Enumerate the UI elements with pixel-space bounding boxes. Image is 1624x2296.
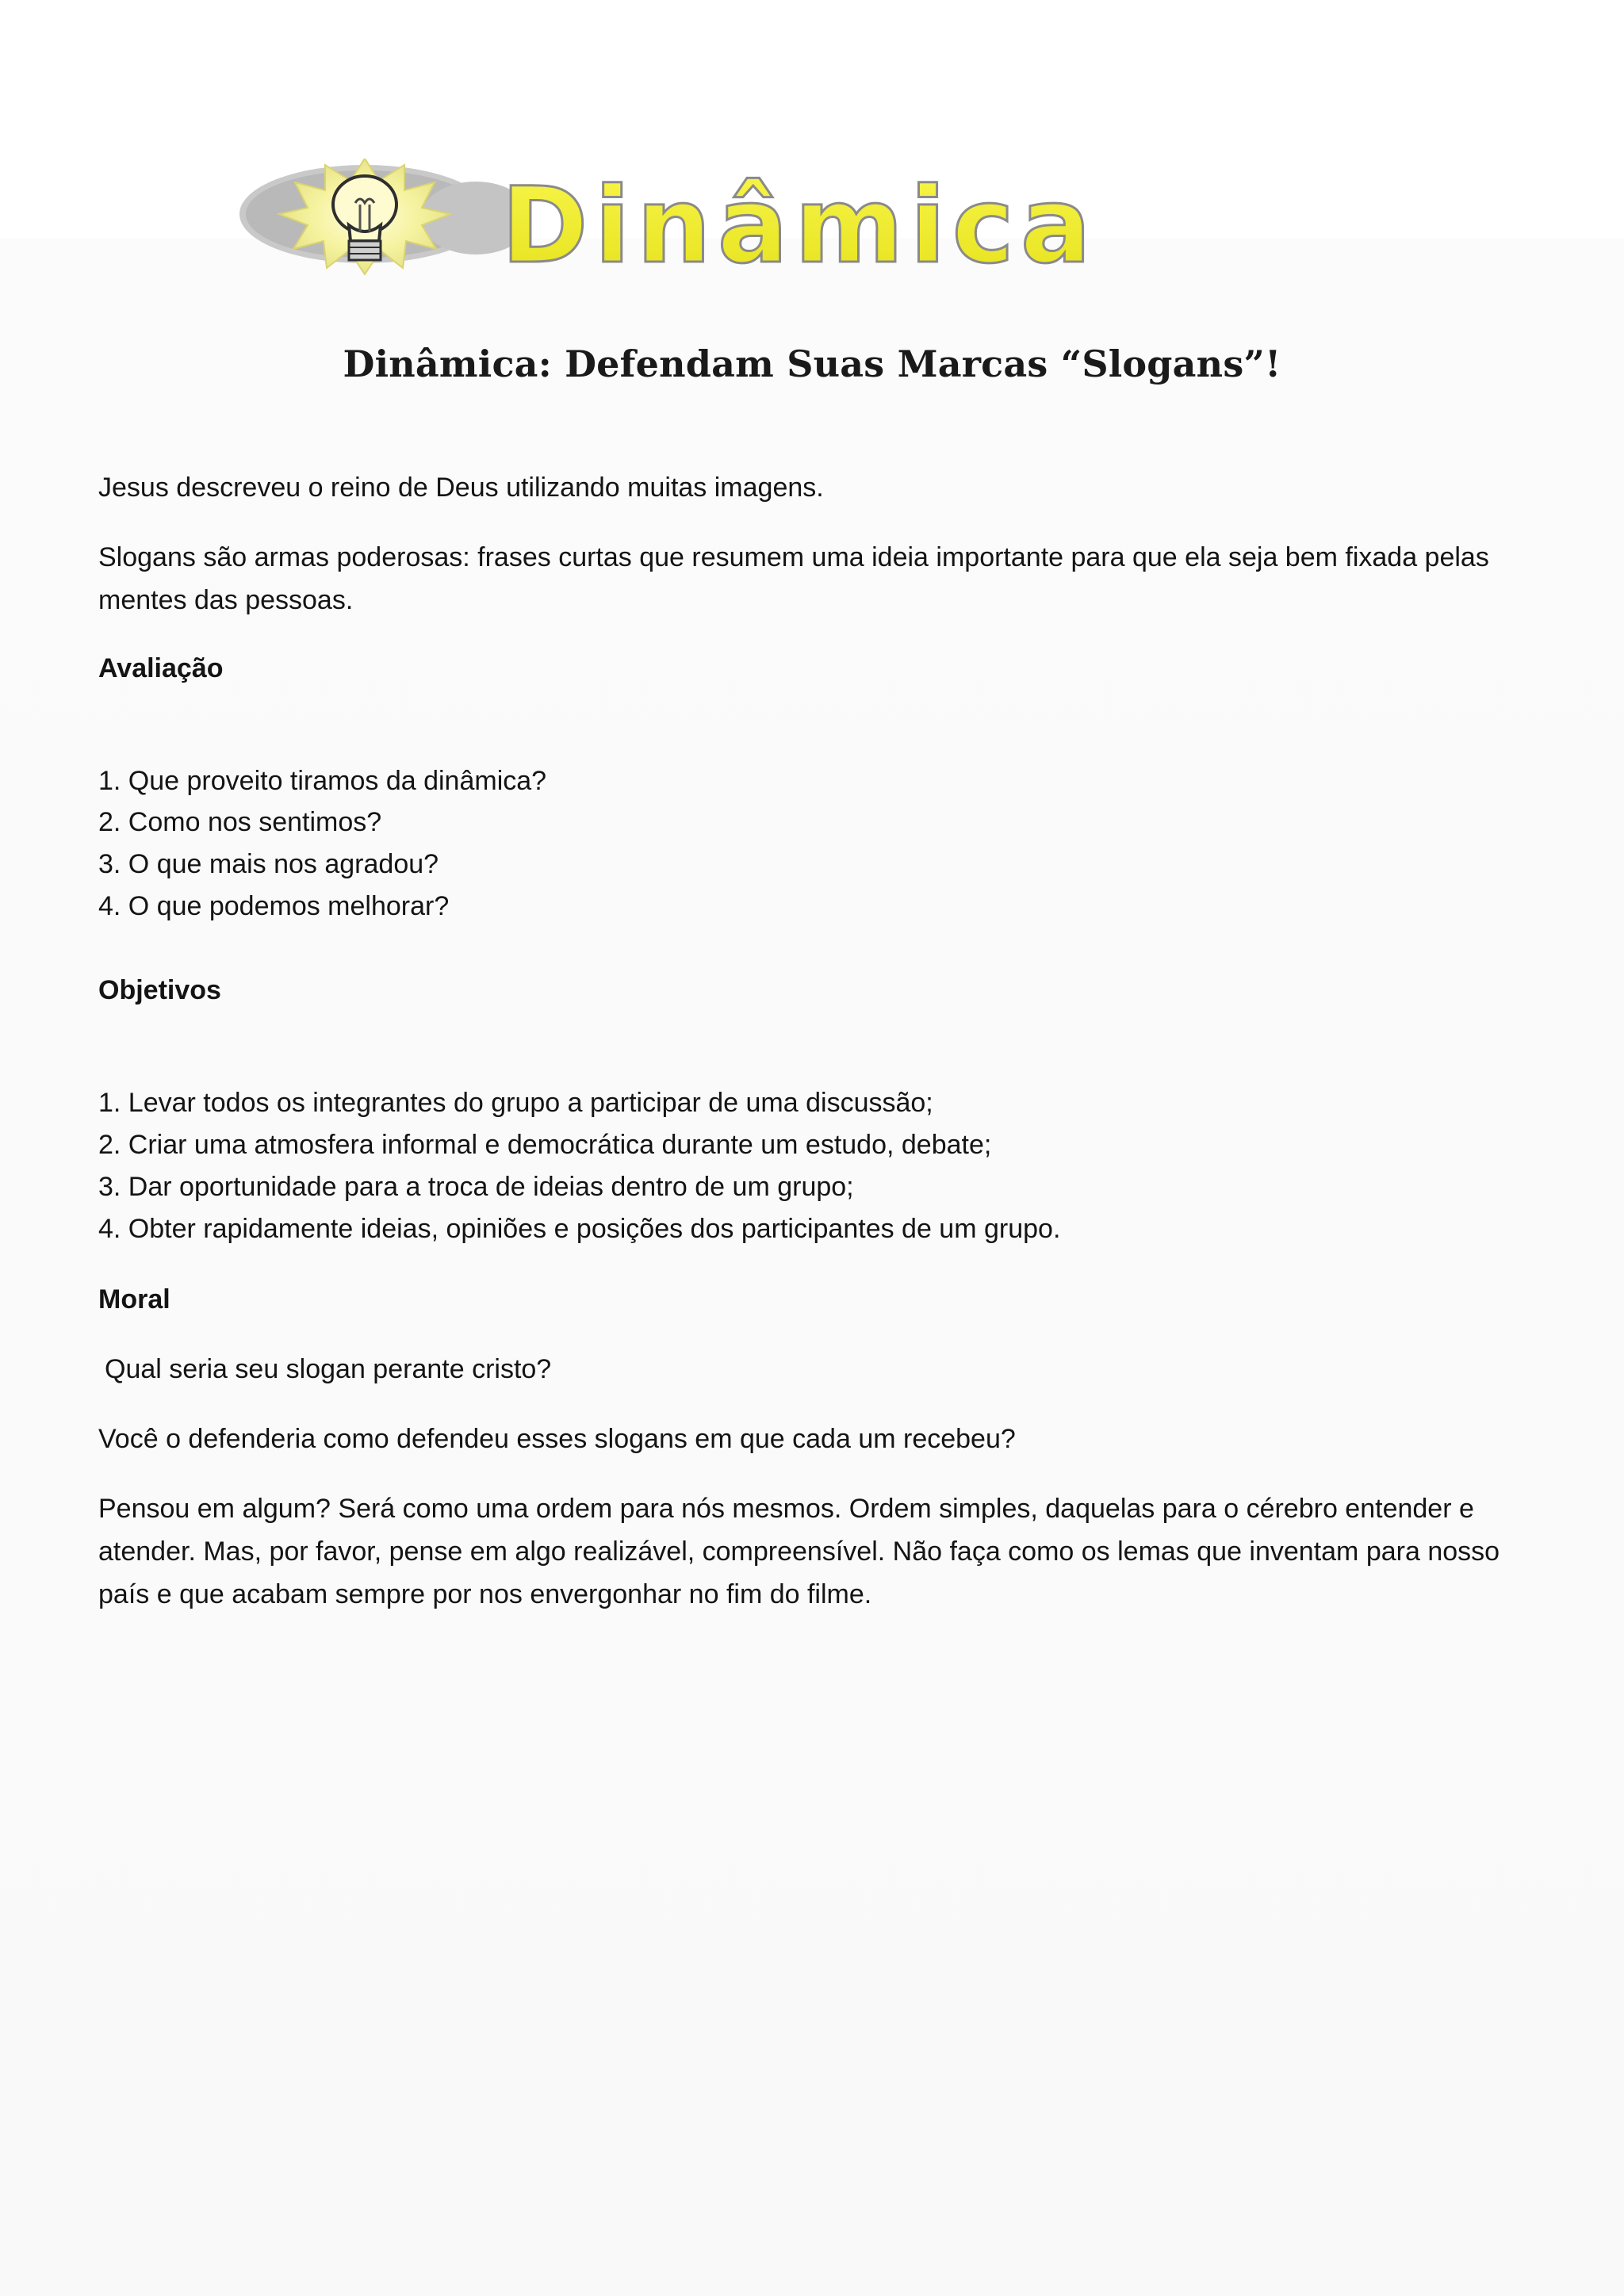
moral-heading: Moral <box>98 1284 170 1314</box>
avaliacao-heading: Avaliação <box>98 653 224 683</box>
logo-wordmark <box>501 165 1097 277</box>
avaliacao-item: 1. Que proveito tiramos da dinâmica? <box>98 766 547 796</box>
moral-question: Qual seria seu slogan perante cristo? <box>105 1354 552 1384</box>
objetivos-item: 2. Criar uma atmosfera informal e democrática durante um estudo, debate; <box>98 1130 992 1160</box>
dinamica-logo <box>238 159 1364 277</box>
intro-paragraph-2: Slogans são armas poderosas: frases curtas que resumem uma ideia importante para que ela seja bem fixada pelas mentes das pessoas. <box>98 542 1489 615</box>
avaliacao-item: 3. O que mais nos agradou? <box>98 849 439 879</box>
moral-paragraph: Você o defenderia como defendeu esses slogans em que cada um recebeu? <box>98 1424 1016 1454</box>
avaliacao-item: 2. Como nos sentimos? <box>98 807 382 837</box>
objetivos-item: 1. Levar todos os integrantes do grupo a participar de uma discussão; <box>98 1088 933 1118</box>
objetivos-item: 3. Dar oportunidade para a troca de ideias dentro de um grupo; <box>98 1172 854 1202</box>
logo-text: Dinâmica <box>501 165 1097 277</box>
avaliacao-item: 4. O que podemos melhorar? <box>98 891 450 921</box>
page-title: Dinâmica: Defendam Suas Marcas “Slogans”! <box>343 342 1281 385</box>
objetivos-heading: Objetivos <box>98 975 221 1005</box>
intro-paragraph-1: Jesus descreveu o reino de Deus utilizando muitas imagens. <box>98 473 824 503</box>
objetivos-item: 4. Obter rapidamente ideias, opiniões e posições dos participantes de um grupo. <box>98 1214 1061 1244</box>
moral-paragraph: Pensou em algum? Será como uma ordem para nós mesmos. Ordem simples, daquelas para o cérebro entender e atender. Mas, por favor, pense em algo realizável, compreensível. Não faça como os lemas que inventam para nosso país e que acabam sempre por nos envergonhar no fim do filme. <box>98 1494 1500 1609</box>
